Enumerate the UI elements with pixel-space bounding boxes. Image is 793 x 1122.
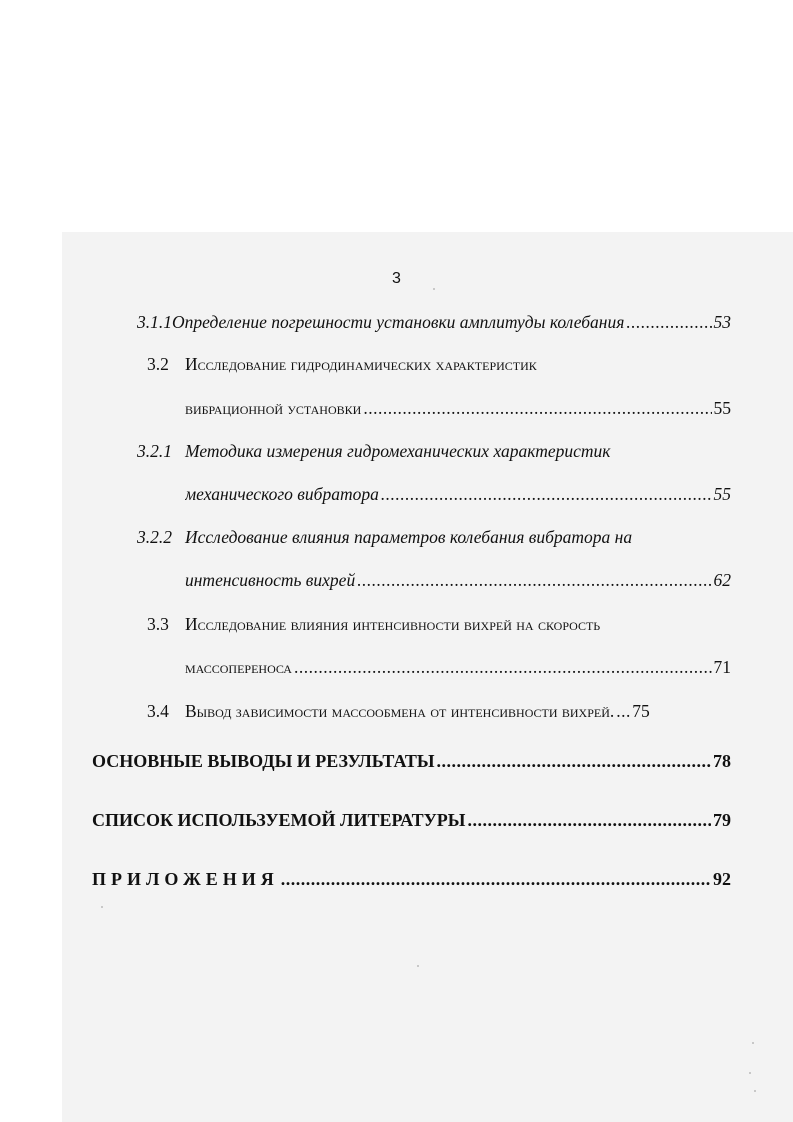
toc-title: Исследование влияния параметров колебания вибратора на [185,527,633,547]
toc-entry-references[interactable] [92,809,731,831]
toc-entry-appendices[interactable] [92,868,731,890]
toc-title: интенсивность вихрей [185,570,356,590]
toc-title: механического вибратора [185,484,379,504]
toc-leader [381,483,712,505]
scan-speck [749,1072,751,1074]
toc-number: 3.1.1 [137,312,172,332]
toc-entry-3-3[interactable] [147,613,731,635]
toc-entry-3-2-cont[interactable] [185,397,731,419]
toc-page: 78 [713,751,731,771]
scan-speck [433,288,435,290]
toc-page: 75 [632,701,650,721]
toc-entry-3-4[interactable] [147,700,731,722]
toc-entry-3-2-1-cont[interactable] [185,483,731,505]
toc-title: СПИСОК ИСПОЛЬЗУЕМОЙ ЛИТЕРАТУРЫ [92,810,466,830]
toc-leader [294,656,712,678]
toc-title: ПРИЛОЖЕНИЯ [92,869,279,889]
scan-speck [101,906,103,908]
toc-entry-3-2[interactable] [147,353,731,375]
toc-page: 53 [713,312,731,332]
toc-page: 79 [713,810,731,830]
scan-speck [417,965,419,967]
scan-speck [754,1090,756,1092]
toc-leader [357,569,711,591]
toc-leader [616,700,630,722]
toc-title: массопереноса [185,657,292,677]
toc-page: 62 [713,570,731,590]
toc-entry-3-2-2-cont[interactable] [185,569,731,591]
toc-entry-3-2-2[interactable] [137,526,731,548]
toc-leader [437,750,711,772]
toc-leader [626,311,711,333]
toc-title: вибрационной установки [185,398,362,418]
toc-title: Вывод зависимости массообмена от интенсивности вихрей. [185,701,615,721]
toc-entry-3-1-1[interactable] [137,311,731,333]
toc-number: 3.3 [147,614,169,634]
page-number: 3 [392,270,401,287]
toc-title: Определение погрешности установки амплитуды колебания [172,312,625,332]
toc-number: 3.2.1 [137,441,172,461]
toc-number: 3.4 [147,701,169,721]
toc-title: Исследование гидродинамических характеристик [185,354,537,374]
toc-page: 92 [713,869,731,889]
toc-title: ОСНОВНЫЕ ВЫВОДЫ И РЕЗУЛЬТАТЫ [92,751,435,771]
toc-number: 3.2 [147,354,169,374]
scan-speck [752,1042,754,1044]
toc-title: Методика измерения гидромеханических характеристик [185,441,611,461]
toc-number: 3.2.2 [137,527,172,547]
toc-page: 55 [713,398,731,418]
toc-title: Исследование влияния интенсивности вихрей на скорость [185,614,601,634]
toc-leader [281,868,711,890]
toc-page: 55 [713,484,731,504]
toc-entry-3-3-cont[interactable] [185,656,731,678]
toc-leader [363,397,711,419]
toc-leader [467,809,711,831]
toc-entry-conclusions[interactable] [92,750,731,772]
toc-page: 71 [713,657,731,677]
toc-entry-3-2-1[interactable] [137,440,731,462]
